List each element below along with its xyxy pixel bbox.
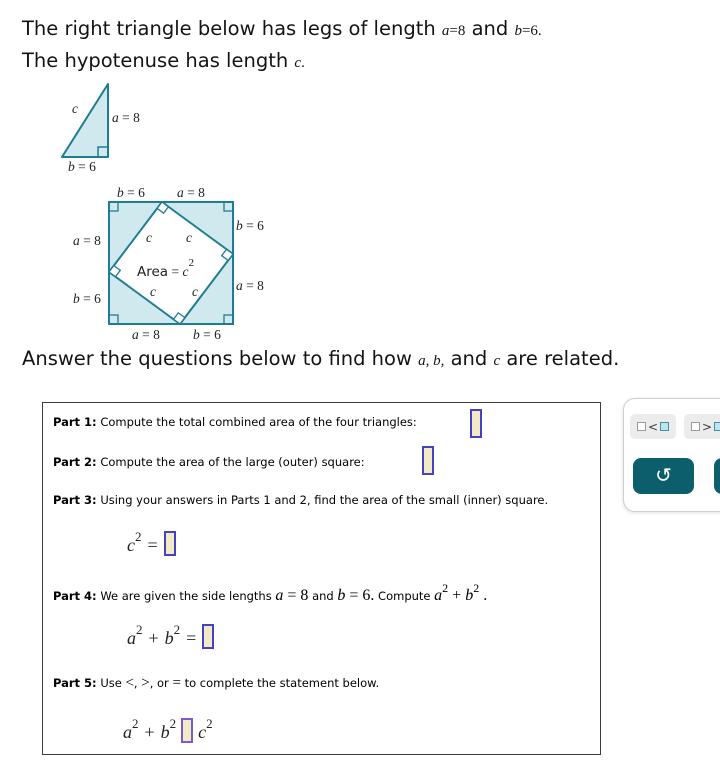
part2-label: Part 2: [53, 455, 97, 469]
instruction-text: are related. [506, 347, 620, 370]
var-a: a [127, 628, 136, 648]
val-a: =8 [449, 23, 466, 39]
operand-square-highlight-icon [714, 422, 720, 431]
proof-square-diagram [60, 183, 290, 345]
equals-sign: = [186, 628, 197, 648]
part5-equation [123, 716, 213, 743]
part1-answer-input[interactable] [470, 409, 482, 438]
exponent: 2 [132, 716, 139, 731]
var-b: b [160, 722, 170, 742]
right-triangle-diagram [50, 76, 200, 181]
operand-square-highlight-icon [660, 422, 669, 431]
part3-row [53, 493, 548, 507]
left-bottom-edge-label: b = 6 [73, 291, 101, 306]
statement-line-1 [22, 14, 542, 46]
part5-text: Use [100, 676, 122, 690]
inner-area-label: Area = $c^2$ [137, 257, 194, 280]
plus-sign: + [144, 722, 155, 742]
bottom-left-edge-label: a = 8 [132, 327, 160, 342]
leg-b-label: b = 6 [68, 159, 96, 174]
part1-text: Compute the total combined area of the four triangles: [100, 415, 417, 429]
part5-text: to complete the statement below. [184, 676, 380, 690]
answer-toolbar [623, 398, 720, 512]
exponent: 2 [173, 622, 181, 637]
exponent: 2 [136, 622, 143, 637]
var-list-ab: a, b, [418, 353, 445, 369]
undo-button[interactable] [633, 458, 694, 494]
statement-text: and [471, 17, 509, 40]
right-bottom-edge-label: a = 8 [236, 278, 264, 293]
top-left-edge-label: b = 6 [117, 185, 145, 200]
instruction-text: Answer the questions below to find how [22, 347, 412, 370]
greater-than-glyph: > [701, 419, 713, 434]
plus-sign: + [148, 628, 159, 648]
val-a: = 8 [283, 587, 309, 604]
var-b: b [164, 628, 174, 648]
var-a: a [123, 722, 132, 742]
var-c: c [294, 55, 302, 71]
less-than-button[interactable] [630, 414, 676, 439]
part5-row [53, 675, 379, 692]
greater-than-button[interactable] [684, 414, 720, 439]
part3-text: Using your answers in Parts 1 and 2, find the area of the small (inner) square. [100, 493, 549, 507]
inner-side-c-label: c [192, 284, 198, 299]
exponent: 2 [169, 716, 177, 731]
question-panel [42, 402, 601, 755]
part4-text: and [312, 589, 334, 603]
inner-side-c-label: c [146, 230, 152, 245]
statement-text: . [301, 55, 305, 71]
part4-answer-input[interactable] [202, 624, 214, 649]
greater-than-symbol: > [141, 675, 150, 691]
plus-sign: + [448, 587, 466, 604]
var-b: b [514, 23, 522, 39]
less-than-symbol: < [125, 675, 134, 691]
hypotenuse-label: c [72, 101, 78, 116]
triangle-shape [62, 84, 108, 157]
exponent: 2 [206, 716, 213, 731]
left-top-edge-label: a = 8 [73, 233, 101, 248]
statement-text: The hypotenuse has length [22, 49, 289, 72]
problem-statement [22, 14, 542, 78]
bottom-right-edge-label: b = 6 [193, 327, 221, 342]
inner-side-c-label: c [150, 284, 156, 299]
var-a: a [441, 23, 450, 39]
exponent: 2 [135, 529, 142, 544]
val-b: = 6. [345, 587, 375, 604]
equals-sign: = [147, 535, 158, 555]
part2-text: Compute the area of the large (outer) square: [100, 455, 365, 469]
exponent: 2 [473, 581, 480, 595]
instruction-text: and [450, 347, 488, 370]
val-b: =6. [521, 23, 542, 39]
part5-comparison-input[interactable] [181, 718, 193, 743]
equals-symbol: = [172, 675, 181, 691]
var-a: a [275, 587, 284, 604]
part3-label: Part 3: [53, 493, 97, 507]
part5-label: Part 5: [53, 676, 97, 690]
operand-square-icon [691, 422, 700, 431]
part4-label: Part 4: [53, 589, 97, 603]
var-b: b [337, 587, 346, 604]
part4-equation [127, 622, 214, 649]
part5-text: , or [149, 676, 169, 690]
part2-answer-input[interactable] [422, 446, 434, 475]
leg-a-label: a = 8 [112, 110, 140, 125]
var-a: a [434, 587, 443, 604]
part5-text: , [133, 676, 138, 690]
var-c: c [198, 722, 207, 742]
part1-label: Part 1: [53, 415, 97, 429]
statement-line-2 [22, 46, 542, 78]
part4-text: We are given the side lengths [100, 589, 272, 603]
clipped-action-button[interactable] [714, 458, 720, 494]
undo-icon: ↺ [655, 465, 672, 487]
part3-answer-input[interactable] [164, 531, 176, 556]
var-c: c [127, 535, 135, 555]
part1-row [53, 415, 417, 429]
part4-text: . [479, 587, 488, 604]
less-than-glyph: < [647, 419, 659, 434]
operand-square-icon [637, 422, 646, 431]
part4-row [53, 581, 487, 605]
var-b: b [465, 587, 474, 604]
statement-text: The right triangle below has legs of length [22, 17, 436, 40]
exponent: 2 [442, 581, 449, 595]
top-right-edge-label: a = 8 [177, 185, 205, 200]
instruction-line [22, 347, 619, 370]
right-top-edge-label: b = 6 [236, 218, 264, 233]
var-c: c [493, 353, 501, 369]
part2-row [53, 455, 365, 469]
part3-equation [127, 529, 176, 556]
part4-text: Compute [378, 589, 431, 603]
inner-side-c-label: c [186, 230, 192, 245]
